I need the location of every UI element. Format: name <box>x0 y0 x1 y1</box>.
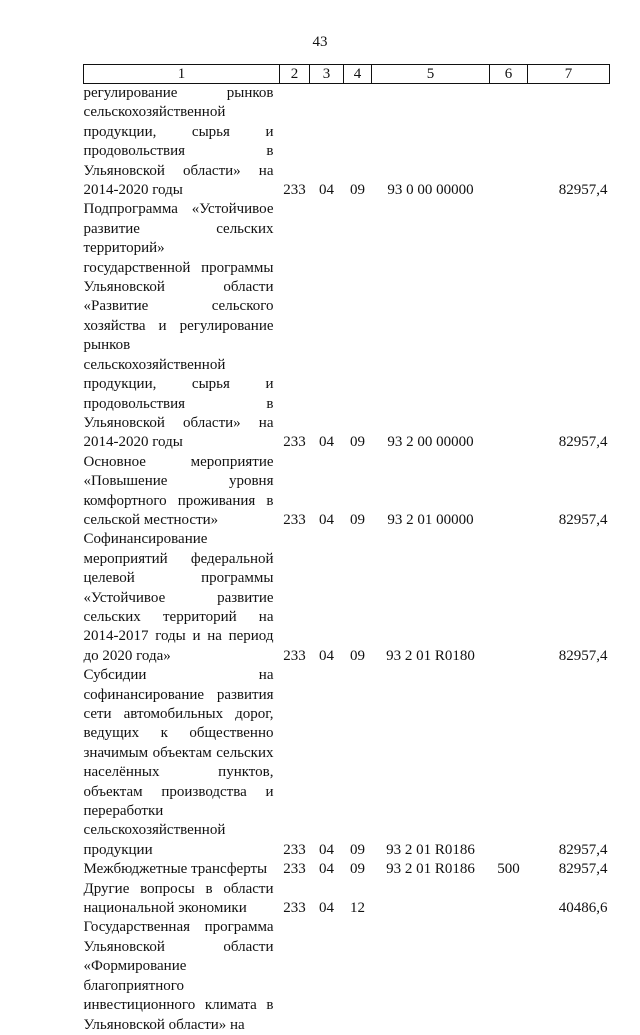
table-row <box>84 200 610 452</box>
table-row <box>84 918 610 1034</box>
subsection-code-cell: 09 <box>350 861 365 878</box>
column-header: 5 <box>372 65 490 84</box>
amount-cell: 82957,4 <box>558 647 608 664</box>
expense-type-cell <box>490 453 528 531</box>
admin-code-cell: 233 <box>283 647 306 664</box>
column-header: 6 <box>490 65 528 84</box>
expense-type-cell <box>490 666 528 860</box>
section-code-cell: 04 <box>319 182 334 199</box>
table-row <box>84 666 610 860</box>
target-article-cell: 93 2 01 R0186 <box>386 841 475 858</box>
table-row <box>84 84 610 201</box>
column-header: 7 <box>528 65 610 84</box>
admin-code-cell: 233 <box>283 182 306 199</box>
section-code-cell: 04 <box>319 647 334 664</box>
admin-code-cell <box>280 918 310 1034</box>
row-name-cell: Софинансирование мероприятий федеральной целевой программы «Устойчивое развитие сельских территорий на 2014-2017 годы и на период до 2020 года» <box>83 531 274 664</box>
target-article-cell: 93 2 01 00000 <box>387 511 474 528</box>
target-article-cell: 93 0 00 00000 <box>387 182 474 199</box>
section-code-cell: 04 <box>319 434 334 451</box>
expense-type-cell <box>490 84 528 201</box>
subsection-code-cell: 09 <box>350 841 365 858</box>
target-article-cell <box>372 918 490 1034</box>
section-code-cell: 04 <box>319 841 334 858</box>
subsection-code-cell: 09 <box>350 511 365 528</box>
target-article-cell: 93 2 01 R0186 <box>386 861 475 878</box>
admin-code-cell: 233 <box>283 511 306 528</box>
row-name-cell: Межбюджетные трансферты <box>83 861 268 878</box>
subsection-code-cell <box>344 918 372 1034</box>
amount-cell: 82957,4 <box>558 841 608 858</box>
row-name-cell: Государственная программа Ульяновской области «Формирование благоприятного инвестиционного климата в Ульяновской области» на <box>83 919 274 1033</box>
column-header: 1 <box>84 65 280 84</box>
row-name-cell: Субсидии на софинансирование развития сети автомобильных дорог, ведущих к общественно значимым объектам сельских населённых пунктов, объектам производства и переработки сельскохозяйственной продукции <box>83 667 274 858</box>
target-article-cell <box>372 880 490 919</box>
expense-type-cell <box>490 530 528 666</box>
section-code-cell: 04 <box>319 900 334 917</box>
expense-type-cell <box>490 880 528 919</box>
subsection-code-cell: 12 <box>350 900 365 917</box>
subsection-code-cell: 09 <box>350 434 365 451</box>
column-header: 3 <box>310 65 344 84</box>
section-code-cell <box>310 918 344 1034</box>
admin-code-cell: 233 <box>283 434 306 451</box>
amount-cell: 40486,6 <box>558 900 608 917</box>
table-row <box>84 880 610 919</box>
column-header: 4 <box>344 65 372 84</box>
row-name-cell: Основное мероприятие «Повышение уровня комфортного проживания в сельской местности» <box>83 453 274 528</box>
subsection-code-cell: 09 <box>350 182 365 199</box>
amount-cell: 82957,4 <box>558 861 608 878</box>
amount-cell: 82957,4 <box>558 182 608 199</box>
table-row <box>84 860 610 879</box>
admin-code-cell: 233 <box>283 841 306 858</box>
expense-type-cell <box>490 918 528 1034</box>
amount-cell <box>528 918 610 1034</box>
subsection-code-cell: 09 <box>350 647 365 664</box>
target-article-cell: 93 2 01 R0180 <box>386 647 475 664</box>
row-name-cell: Другие вопросы в области национальной экономики <box>83 880 274 917</box>
expense-type-cell <box>490 200 528 452</box>
expense-type-cell: 500 <box>497 861 520 878</box>
amount-cell: 82957,4 <box>558 511 608 528</box>
table-row <box>84 530 610 666</box>
page-number: 43 <box>312 34 328 50</box>
section-code-cell: 04 <box>319 511 334 528</box>
amount-cell: 82957,4 <box>558 434 608 451</box>
column-header: 2 <box>280 65 310 84</box>
row-name-cell: Подпрограмма «Устойчивое развитие сельских территорий» государственной программы Ульяновской области «Развитие сельского хозяйства и регулирование рынков сельскохозяйственной продукции, сырья и продовольствия в Ульяновской области» на 2014-2020 годы <box>83 201 274 451</box>
admin-code-cell: 233 <box>283 861 306 878</box>
budget-table <box>83 64 610 1035</box>
table-row <box>84 453 610 531</box>
row-name-cell: регулирование рынков сельскохозяйственной продукции, сырья и продовольствия в Ульяновской области» на 2014-2020 годы <box>83 85 274 199</box>
section-code-cell: 04 <box>319 861 334 878</box>
table-header-row <box>84 65 610 84</box>
admin-code-cell: 233 <box>283 900 306 917</box>
target-article-cell: 93 2 00 00000 <box>387 434 474 451</box>
